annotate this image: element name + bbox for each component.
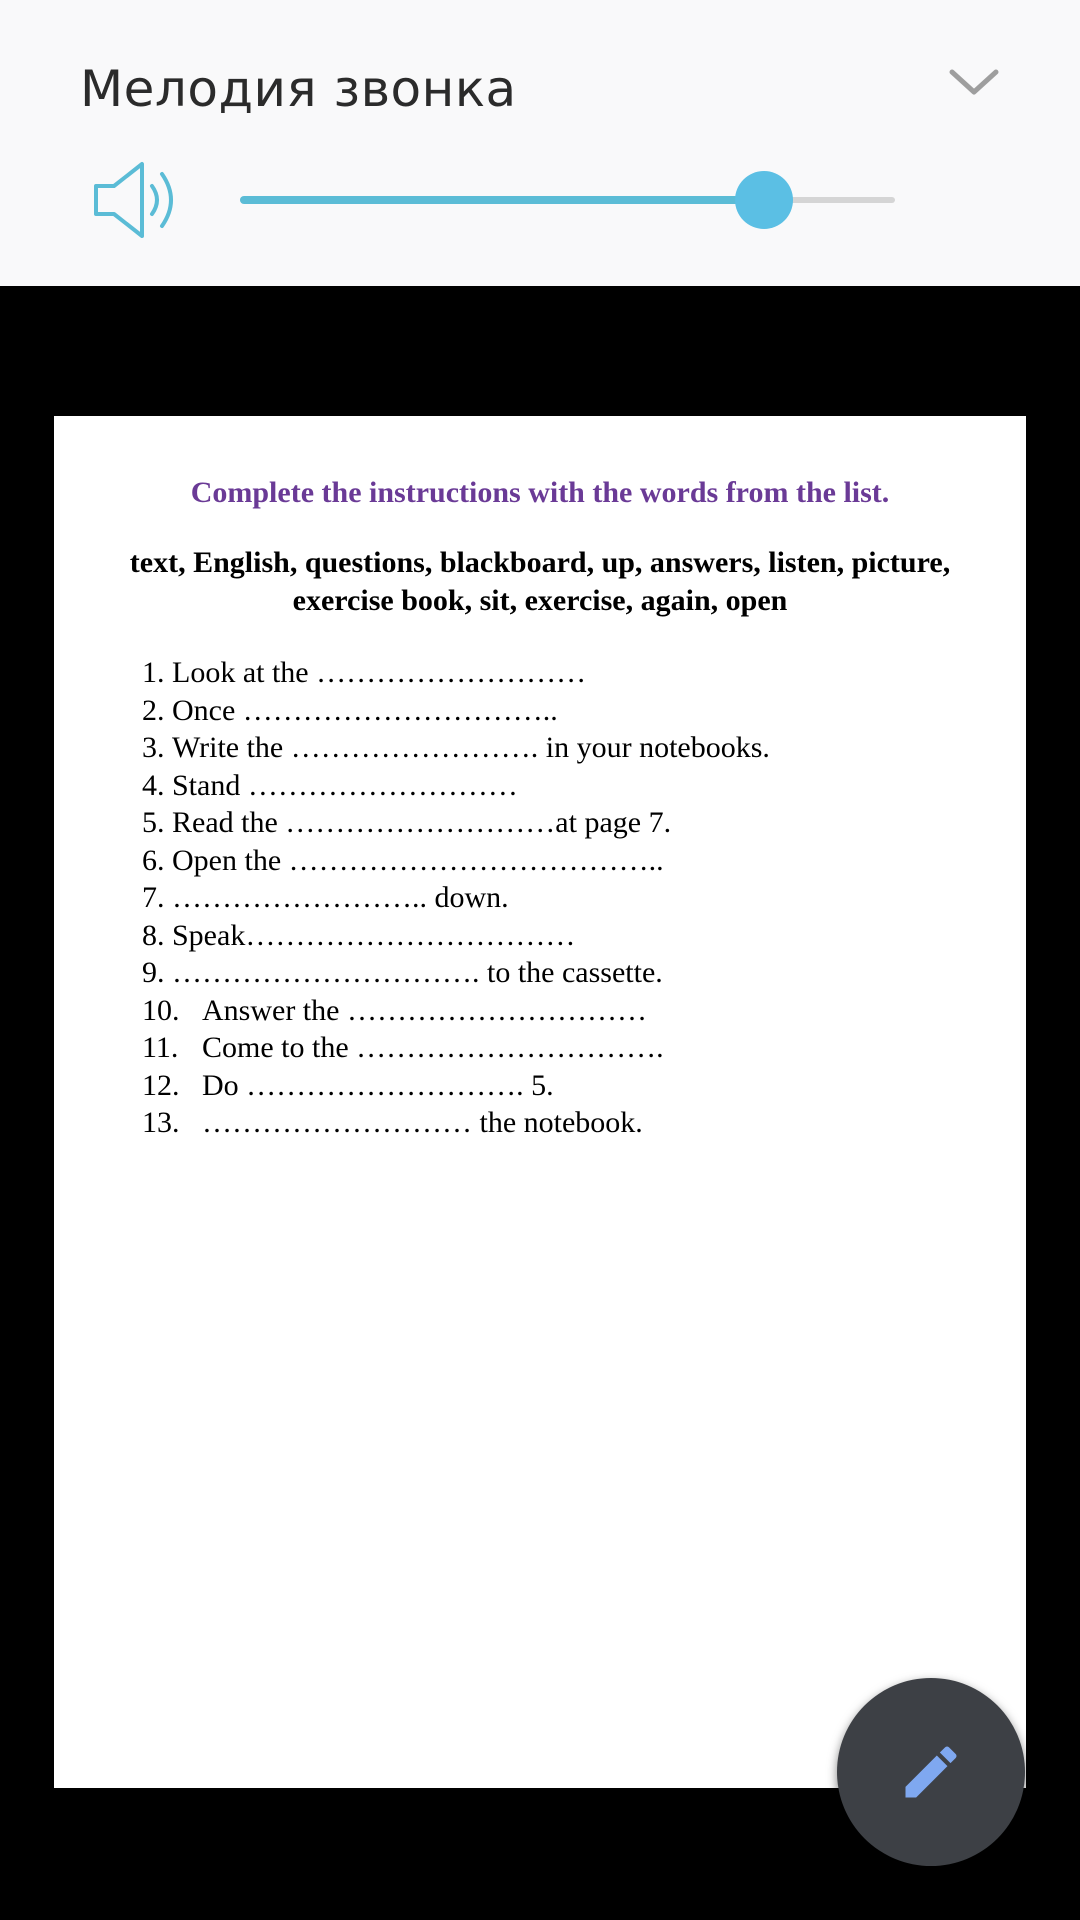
instruction-text: Answer the ………………………… [202, 993, 647, 1027]
instruction-number: 11. [142, 1031, 179, 1064]
speaker-icon[interactable] [92, 160, 182, 240]
instruction-item [142, 1104, 770, 1142]
instruction-item [142, 842, 770, 880]
instruction-text: Look at the ……………………… [172, 656, 587, 689]
instruction-number: 6. [142, 843, 165, 877]
instruction-item [142, 654, 770, 692]
instruction-item [142, 1029, 770, 1067]
instruction-number: 4. [142, 768, 165, 802]
instruction-number: 5. [142, 806, 165, 839]
instruction-text: Open the ……………………………….. [172, 843, 664, 877]
instruction-item [142, 954, 770, 992]
instruction-item [142, 692, 770, 730]
instruction-list [142, 654, 770, 1142]
slider-thumb[interactable] [735, 171, 793, 229]
chevron-down-icon[interactable] [946, 64, 1002, 100]
instruction-item [142, 804, 770, 842]
volume-panel [0, 0, 1080, 286]
instruction-text: …………………….. down. [172, 881, 509, 914]
instruction-number: 8. [142, 918, 165, 952]
instruction-text: Speak…………………………… [172, 918, 576, 952]
instruction-text: Come to the …………………………. [202, 1031, 664, 1064]
instruction-item [142, 1067, 770, 1105]
instruction-text: Write the ……………………. in your notebooks. [172, 731, 770, 764]
panel-title: Мелодия звонка [80, 60, 517, 118]
instruction-text: ……………………… the notebook. [202, 1106, 643, 1139]
instruction-text: Read the ………………………at page 7. [172, 806, 672, 839]
document-page [54, 416, 1026, 1788]
instruction-number: 12. [142, 1068, 180, 1102]
instruction-number: 10. [142, 993, 180, 1027]
instruction-item [142, 767, 770, 805]
instruction-text: Once ………………………….. [172, 693, 558, 727]
pencil-icon [897, 1738, 965, 1806]
instruction-number: 9. [142, 956, 165, 989]
instruction-item [142, 992, 770, 1030]
instruction-number: 13. [142, 1106, 180, 1139]
instruction-item [142, 917, 770, 955]
instruction-number: 2. [142, 693, 165, 727]
instruction-number: 7. [142, 881, 165, 914]
instruction-text: Stand ……………………… [172, 768, 518, 802]
volume-slider[interactable] [240, 170, 895, 230]
word-list: text, English, questions, blackboard, up, answers, listen, picture, exercise book, sit, exercise, again, open [129, 546, 951, 617]
instruction-item [142, 879, 770, 917]
instruction-text: …………………………. to the cassette. [172, 956, 663, 989]
document-heading: Complete the instructions with the words from the list. [190, 476, 890, 509]
instruction-text: Do ………………………. 5. [202, 1068, 554, 1102]
instruction-item [142, 729, 770, 767]
instruction-number: 3. [142, 731, 165, 764]
edit-button[interactable] [837, 1678, 1025, 1866]
instruction-number: 1. [142, 656, 165, 689]
slider-fill [240, 196, 764, 204]
